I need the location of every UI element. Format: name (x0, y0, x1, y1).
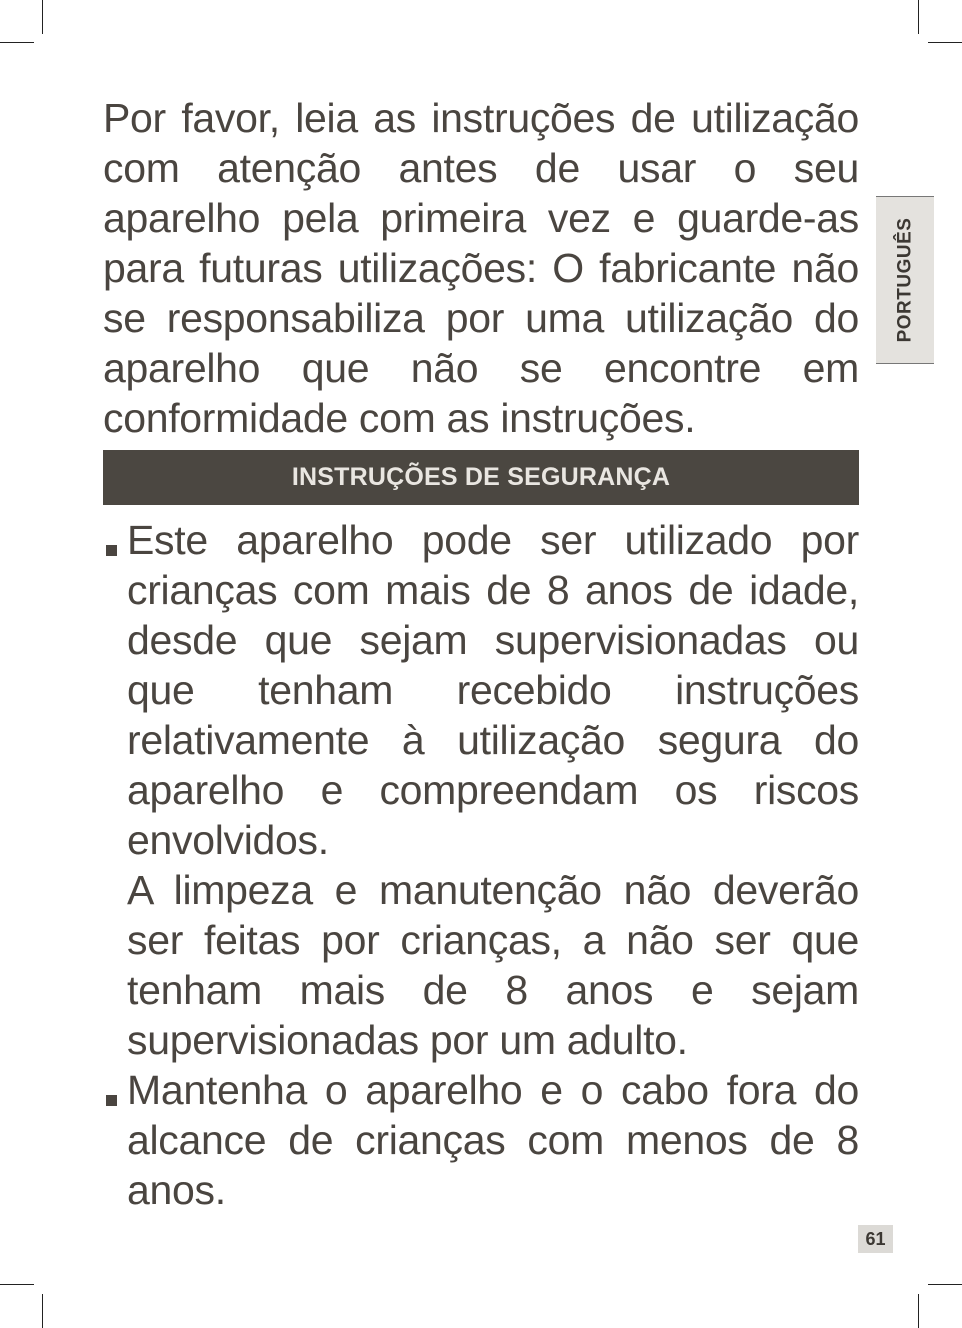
safety-list (103, 515, 859, 1215)
list-item-text: Mantenha o aparelho e o cabo fora do alcance de crianças com menos de 8 anos. (127, 1067, 859, 1213)
list-item-text: Este aparelho pode ser utilizado por crianças com mais de 8 anos de idade, desde que sejam supervisionadas ou que tenham recebido instruções relativamente à utilização segura do aparelho e compreendam os riscos envolvidos. (127, 517, 859, 863)
page-number-label: 61 (865, 1228, 886, 1249)
crop-mark-top-right-horizontal (928, 42, 962, 43)
page-number (858, 1225, 893, 1253)
crop-mark-top-right-vertical (918, 0, 919, 34)
section-title: INSTRUÇÕES DE SEGURANÇA (291, 463, 671, 491)
crop-mark-top-left-vertical (42, 0, 43, 34)
crop-mark-bottom-right-horizontal (928, 1284, 962, 1285)
square-bullet-icon (106, 1095, 117, 1106)
intro-paragraph: Por favor, leia as instruções de utilização com atenção antes de usar o seu aparelho pela primeira vez e guarde-as para futuras utilizações: O fabricante não se responsabiliza por uma utilização do aparelho que não se encontre em conformidade com as instruções. (103, 95, 859, 441)
square-bullet-icon (106, 545, 117, 556)
language-tab (876, 196, 934, 364)
crop-mark-bottom-right-vertical (918, 1294, 919, 1328)
language-tab-label: PORTUGUÊS (894, 217, 916, 343)
crop-mark-top-left-horizontal (0, 42, 34, 43)
crop-mark-bottom-left-vertical (42, 1294, 43, 1328)
section-header (103, 450, 859, 505)
list-item-text: A limpeza e manutenção não deverão ser feitas por crianças, a não ser que tenham mais de 8 anos e sejam supervisionadas por um adulto. (127, 867, 859, 1063)
list-item (103, 515, 859, 1065)
list-item (103, 1065, 859, 1215)
crop-mark-bottom-left-horizontal (0, 1284, 34, 1285)
